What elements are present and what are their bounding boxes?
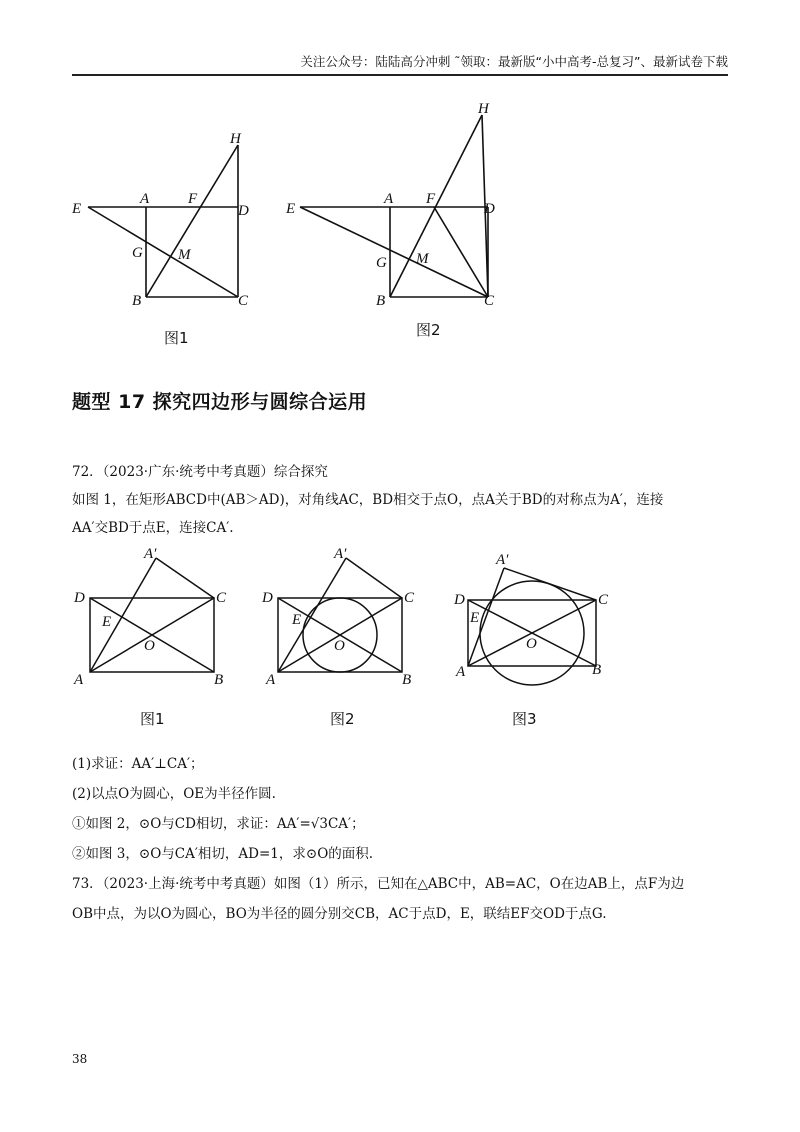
label-B: B bbox=[376, 293, 386, 309]
problem72-line3: AA′交BD于点E，连接CA′. bbox=[72, 520, 234, 536]
problem73-line2: OB中点，为以O为圆心，BO为半径的圆分别交CB，AC于点D，E，联结EF交OD于点G. bbox=[72, 906, 607, 922]
label-C: C bbox=[598, 592, 609, 608]
label-B: B bbox=[592, 662, 602, 678]
label-F: F bbox=[426, 191, 436, 207]
problem72-line1: 72．（2023·广东·统考中考真题）综合探究 bbox=[72, 464, 328, 480]
label-A: A bbox=[456, 664, 466, 680]
label-B: B bbox=[214, 672, 224, 688]
label-O: O bbox=[526, 636, 537, 652]
page-number: 38 bbox=[72, 1052, 88, 1066]
fig1-caption: 图1 bbox=[164, 329, 189, 347]
label-D: D bbox=[262, 590, 273, 606]
p72-fig3-caption: 图3 bbox=[512, 710, 537, 728]
problem72-q2: (2)以点O为圆心，OE为半径作圆. bbox=[72, 786, 276, 802]
label-O: O bbox=[144, 638, 155, 654]
problem72-q2a: ①如图 2，⊙O与CD相切，求证：AA′=√3CA′； bbox=[72, 816, 365, 832]
label-D: D bbox=[454, 592, 465, 608]
fig1-labels bbox=[71, 131, 249, 347]
label-A-prime: A′ bbox=[496, 552, 509, 568]
label-A-prime: A′ bbox=[144, 546, 157, 562]
top-figures bbox=[60, 95, 520, 355]
label-M: M bbox=[178, 247, 191, 263]
p72-fig1-caption: 图1 bbox=[140, 710, 165, 728]
label-D: D bbox=[74, 590, 85, 606]
label-A: A bbox=[266, 672, 276, 688]
problem72-line2: 如图 1，在矩形ABCD中(AB＞AD)，对角线AC，BD相交于点O，点A关于BD的对称点为A′，连接 bbox=[72, 492, 664, 508]
section-title: 题型 17 探究四边形与圆综合运用 bbox=[72, 391, 368, 413]
problem72-q1: (1)求证：AA′⊥CA′； bbox=[72, 756, 204, 772]
fig2-caption: 图2 bbox=[416, 321, 441, 339]
label-A-prime: A′ bbox=[334, 546, 347, 562]
label-G: G bbox=[376, 255, 387, 271]
label-B: B bbox=[132, 293, 142, 309]
label-A: A bbox=[140, 191, 150, 207]
label-C: C bbox=[216, 590, 227, 606]
label-H: H bbox=[478, 101, 489, 117]
label-C: C bbox=[238, 293, 249, 309]
label-C: C bbox=[404, 590, 415, 606]
label-H: H bbox=[230, 131, 241, 147]
p72-fig3-labels bbox=[453, 552, 609, 728]
label-C: C bbox=[484, 293, 495, 309]
label-D: D bbox=[484, 201, 495, 217]
label-E: E bbox=[72, 201, 82, 217]
label-F: F bbox=[188, 191, 198, 207]
problem72-q2b: ②如图 3，⊙O与CA′相切，AD=1，求⊙O的面积. bbox=[72, 846, 374, 862]
p72-fig2-caption: 图2 bbox=[330, 710, 355, 728]
label-E: E bbox=[292, 612, 302, 628]
label-E: E bbox=[470, 610, 480, 626]
problem73-line1: 73．（2023·上海·统考中考真题）如图（1）所示，已知在△ABC中，AB=AC，O在边AB上，点F为边 bbox=[72, 876, 685, 892]
label-D: D bbox=[238, 203, 249, 219]
label-E: E bbox=[102, 614, 112, 630]
page-header bbox=[72, 52, 728, 76]
header-text: 关注公众号：陆陆高分冲刺 ˜领取：最新版“小中高考-总复习”、最新试卷下载 bbox=[300, 54, 728, 69]
problem72-figures bbox=[60, 540, 660, 735]
label-A: A bbox=[74, 672, 84, 688]
label-G: G bbox=[132, 245, 143, 261]
label-A: A bbox=[384, 191, 394, 207]
label-O: O bbox=[334, 638, 345, 654]
label-M: M bbox=[416, 251, 429, 267]
label-B: B bbox=[402, 672, 412, 688]
label-E: E bbox=[286, 201, 296, 217]
